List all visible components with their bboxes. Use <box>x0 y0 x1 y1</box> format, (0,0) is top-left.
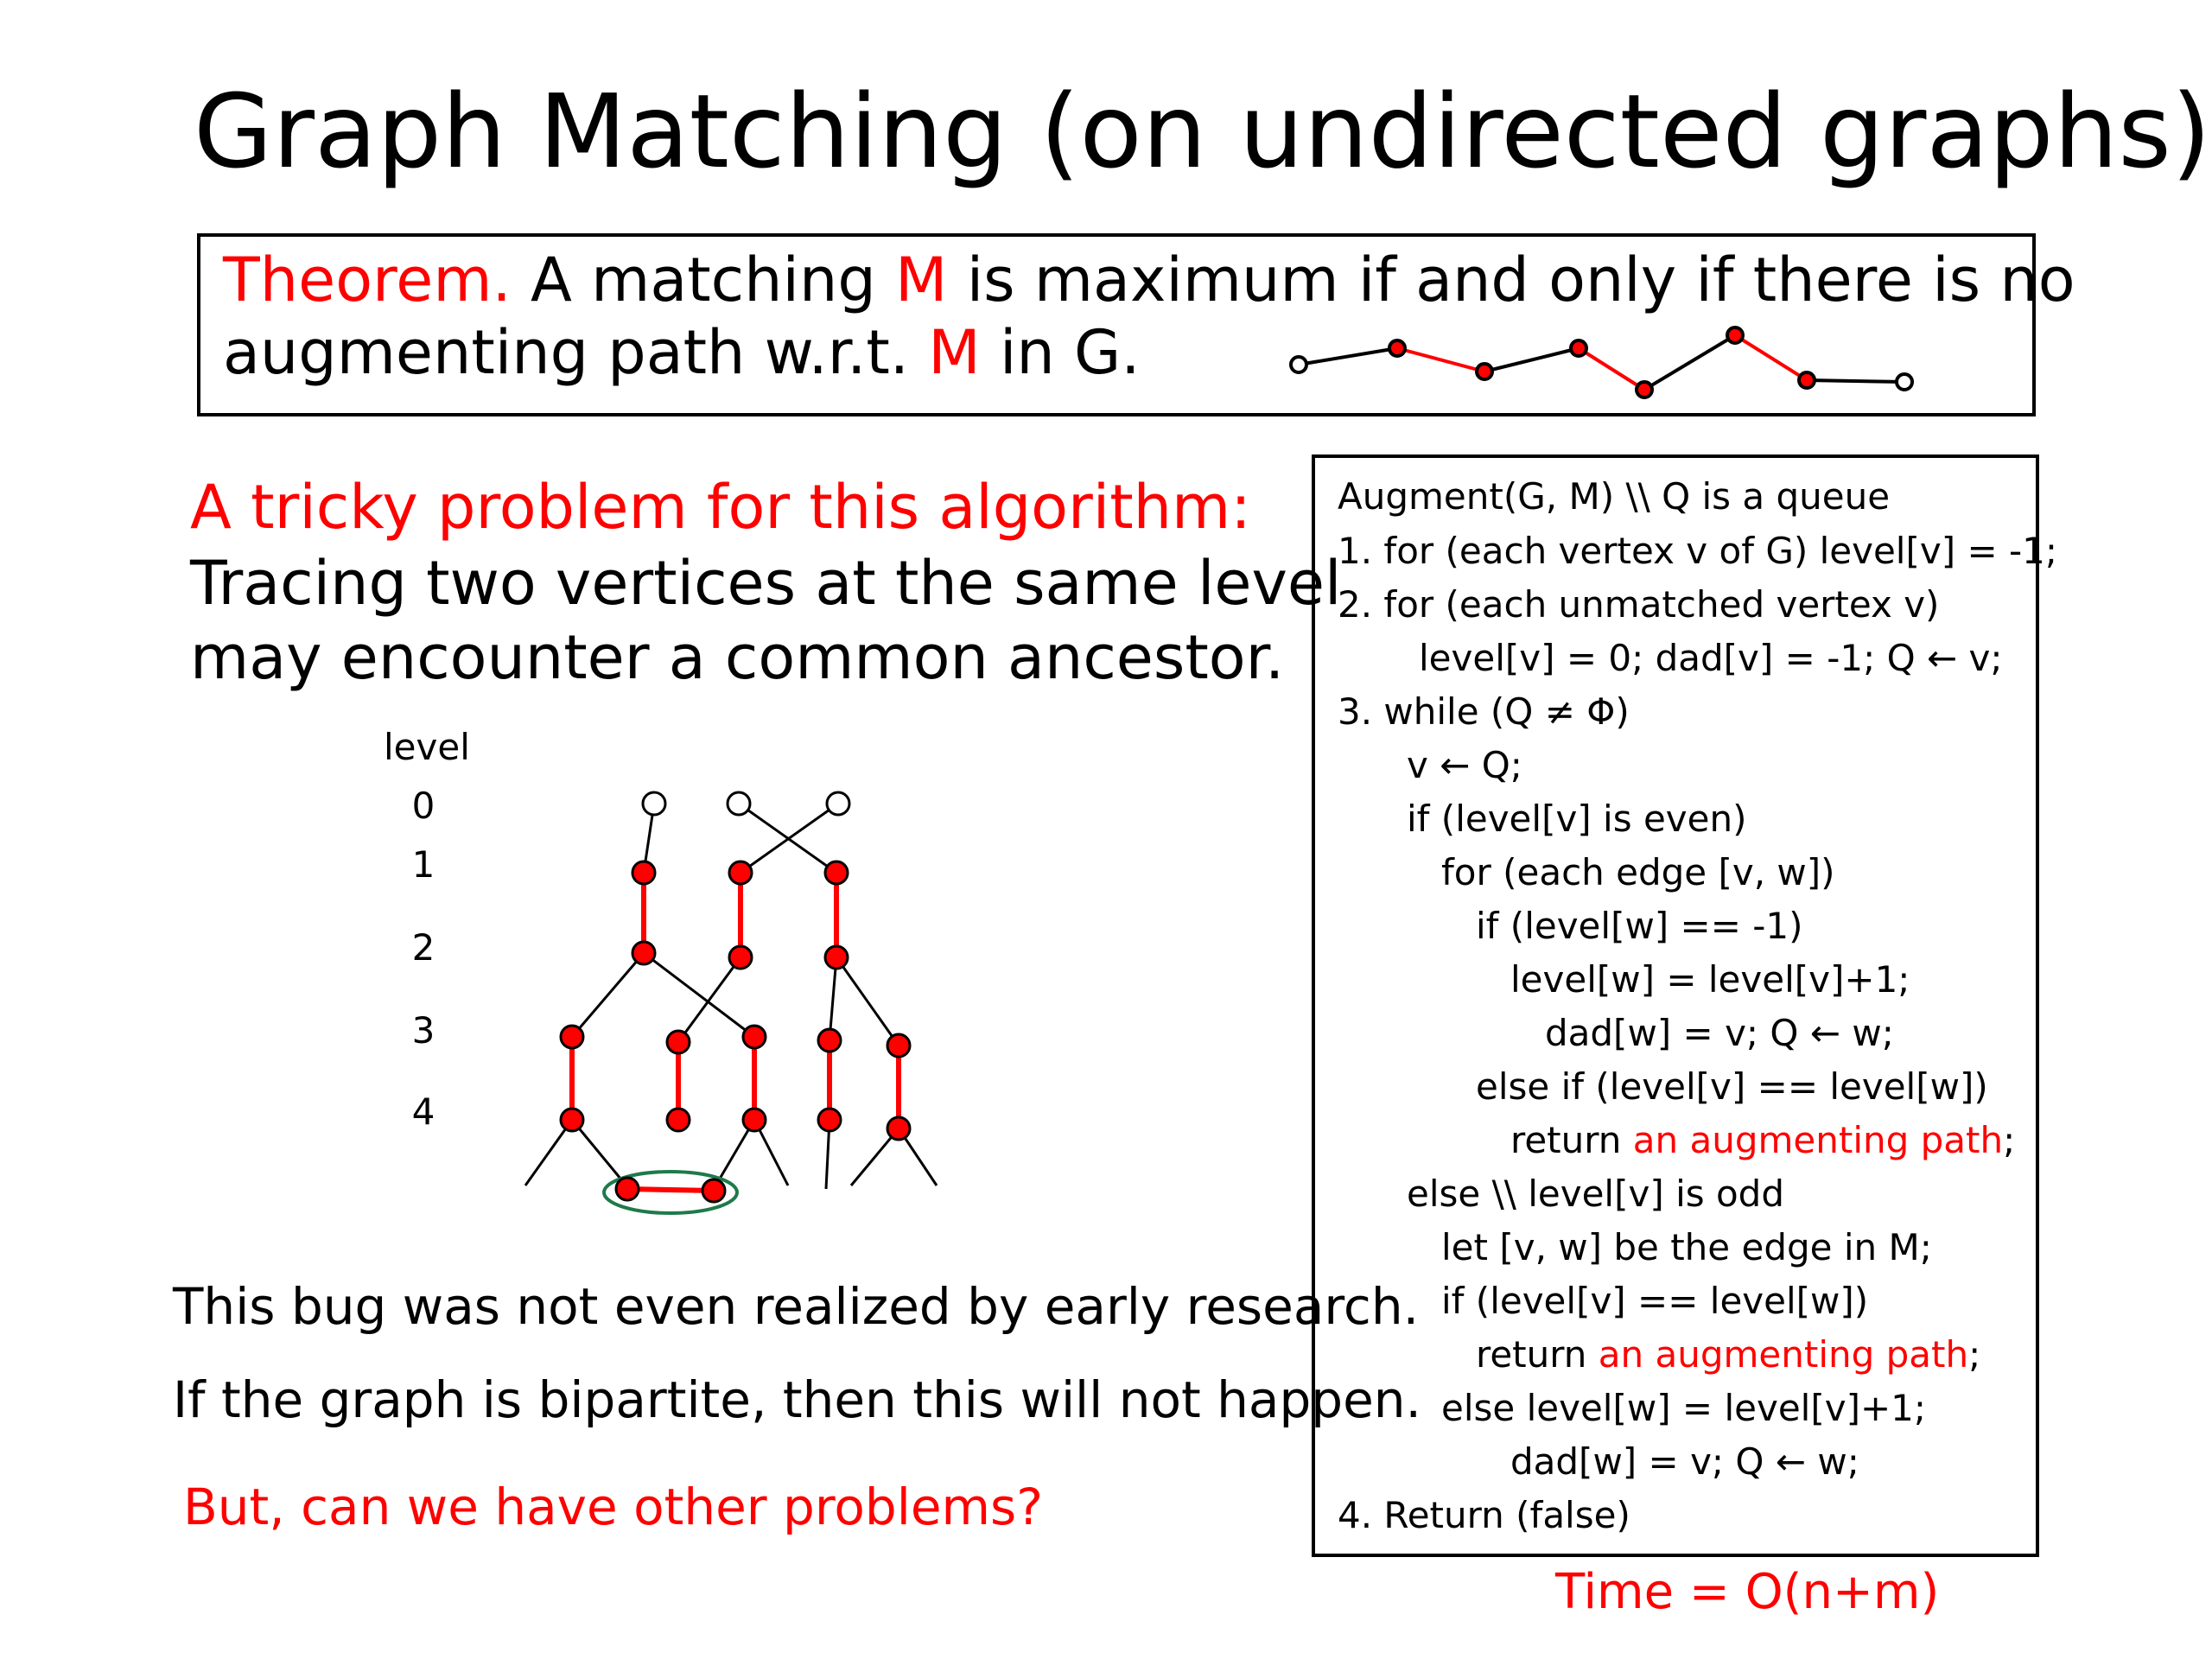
level-label: level <box>384 726 470 768</box>
algo-line-12 <box>1510 1119 2015 1162</box>
algo-semicolon-2: ; <box>1968 1333 1981 1376</box>
matched-vertex <box>887 1117 910 1140</box>
algo-line-8: if (level[w] == -1) <box>1476 905 1803 947</box>
algo-line-19: 4. Return (false) <box>1338 1494 1630 1536</box>
matched-vertex <box>632 861 655 884</box>
matched-vertex <box>743 1109 766 1131</box>
slide-title: Graph Matching (on undirected graphs) <box>194 72 2211 191</box>
free-vertex <box>827 792 849 815</box>
algo-line-14: let [v, w] be the edge in M; <box>1441 1226 1932 1268</box>
algo-line-18: dad[w] = v; Q ← w; <box>1510 1440 1859 1483</box>
algo-line-5: v ← Q; <box>1407 744 1522 786</box>
time-complexity: Time = O(n+m) <box>1555 1564 1940 1620</box>
matched-vertex <box>729 946 752 969</box>
path-vertex <box>1637 382 1652 397</box>
algorithm-box <box>1312 454 2058 1557</box>
matched-vertex <box>825 946 848 969</box>
path-vertex <box>1727 327 1743 343</box>
level-3-label: 3 <box>411 1009 435 1052</box>
theorem-text-4: in G. <box>980 317 1141 388</box>
algo-line-17: else level[w] = level[v]+1; <box>1441 1387 1927 1429</box>
matched-vertex <box>667 1109 690 1131</box>
algo-return-1: return <box>1510 1119 1633 1161</box>
augmenting-path-text-2: an augmenting path <box>1598 1333 1969 1376</box>
path-vertex <box>1799 372 1815 388</box>
path-free-vertex <box>1291 357 1306 372</box>
algo-line-16 <box>1476 1333 1980 1376</box>
theorem-m-1: M <box>895 245 948 315</box>
matched-vertex <box>729 861 752 884</box>
tricky-line-2: may encounter a common ancestor. <box>190 622 1285 693</box>
level-tree-diagram <box>525 792 937 1213</box>
matched-vertex <box>632 942 655 964</box>
bug-note: This bug was not even realized by early research. <box>173 1277 1420 1336</box>
algo-line-4: 3. while (Q ≠ Φ) <box>1338 690 1630 733</box>
matched-vertex <box>825 861 848 884</box>
theorem-text-1: A matching <box>511 245 896 315</box>
tricky-line-1: Tracing two vertices at the same level <box>190 548 1342 619</box>
augmenting-path-illustration <box>1291 327 1912 397</box>
matched-vertex <box>702 1179 725 1202</box>
path-vertex <box>1571 340 1586 356</box>
algo-line-13: else \\ level[v] is odd <box>1407 1173 1785 1215</box>
free-vertex <box>643 792 665 815</box>
algo-line-1: 1. for (each vertex v of G) level[v] = -1; <box>1338 530 2058 572</box>
algo-line-3: level[v] = 0; dad[v] = -1; Q ← v; <box>1419 637 2003 679</box>
algo-line-9: level[w] = level[v]+1; <box>1510 958 1910 1001</box>
free-vertex <box>728 792 750 815</box>
question-note: But, can we have other problems? <box>183 1478 1044 1536</box>
path-vertex <box>1389 340 1405 356</box>
matched-vertex <box>818 1029 841 1052</box>
algo-line-2: 2. for (each unmatched vertex v) <box>1338 583 1940 626</box>
bipartite-note: If the graph is bipartite, then this will not happen. <box>173 1370 1421 1429</box>
level-1-label: 1 <box>411 843 435 886</box>
tricky-heading: A tricky problem for this algorithm: <box>190 472 1251 543</box>
level-4-label: 4 <box>411 1090 435 1133</box>
algo-return-2: return <box>1476 1333 1599 1376</box>
path-free-vertex <box>1897 374 1912 390</box>
theorem-label: Theorem. <box>223 245 512 315</box>
matched-vertex <box>667 1031 690 1053</box>
algo-line-10: dad[w] = v; Q ← w; <box>1545 1012 1894 1054</box>
algo-line-7: for (each edge [v, w]) <box>1441 851 1835 893</box>
augmenting-path-text-1: an augmenting path <box>1632 1119 2004 1161</box>
algo-line-11: else if (level[v] == level[w]) <box>1476 1065 1988 1108</box>
matched-vertex <box>561 1026 583 1048</box>
matched-vertex <box>616 1178 639 1200</box>
level-2-label: 2 <box>411 926 435 969</box>
matched-vertex <box>743 1026 766 1048</box>
matched-vertex <box>887 1034 910 1057</box>
algo-header: Augment(G, M) \\ Q is a queue <box>1338 475 1891 518</box>
level-0-label: 0 <box>411 785 435 827</box>
algo-line-15: if (level[v] == level[w]) <box>1441 1280 1869 1322</box>
algo-line-6: if (level[v] is even) <box>1407 798 1747 840</box>
matched-vertex <box>561 1109 583 1131</box>
matched-vertex <box>818 1109 841 1131</box>
theorem-m-2: M <box>928 317 981 388</box>
theorem-text-3: augmenting path w.r.t. <box>223 317 929 388</box>
algo-semicolon-1: ; <box>2003 1119 2016 1161</box>
path-vertex <box>1477 364 1492 379</box>
theorem-text-2: is maximum if and only if there is no <box>947 245 2075 315</box>
